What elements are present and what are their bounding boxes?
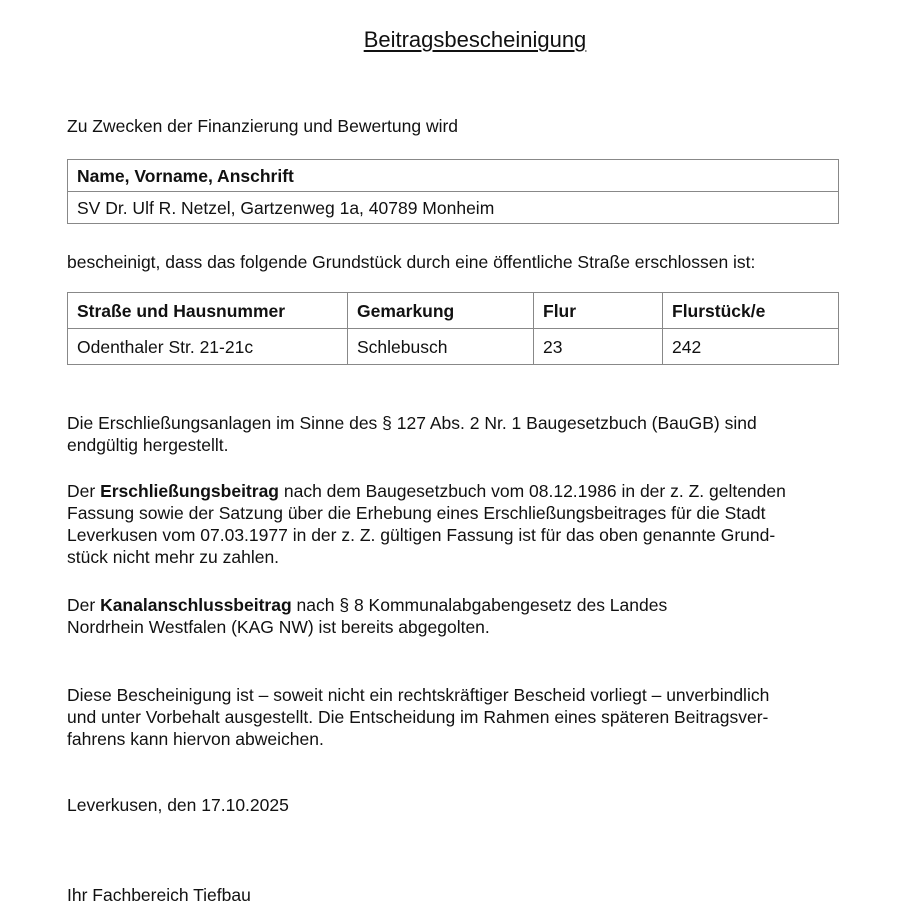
paragraph-erschliessungsbeitrag-line: Leverkusen vom 07.03.1977 in der z. Z. gültigen Fassung ist für das oben genannte Grund- <box>67 525 776 545</box>
para2-line1-rest: nach dem Baugesetzbuch vom 08.12.1986 in der z. Z. geltenden <box>279 481 786 501</box>
kanalanschlussbeitrag-term: Kanalanschlussbeitrag <box>100 595 292 615</box>
parcel-header-row <box>68 293 839 329</box>
cell-street: Odenthaler Str. 21-21c <box>68 329 348 365</box>
paragraph-kanalanschlussbeitrag-line: Nordrhein Westfalen (KAG NW) ist bereits abgegolten. <box>67 617 490 637</box>
header-flur: Flur <box>534 293 663 329</box>
paragraph-vorbehalt <box>67 684 769 750</box>
header-gemarkung: Gemarkung <box>348 293 534 329</box>
cell-flur: 23 <box>534 329 663 365</box>
paragraph-kanalanschlussbeitrag <box>67 594 667 638</box>
erschliessungsbeitrag-term: Erschließungsbeitrag <box>100 481 279 501</box>
header-flurstueck: Flurstück/e <box>663 293 839 329</box>
place-date: Leverkusen, den 17.10.2025 <box>67 795 289 815</box>
signature: Ihr Fachbereich Tiefbau <box>67 885 251 905</box>
paragraph-vorbehalt-line: Diese Bescheinigung ist – soweit nicht ein rechtskräftiger Bescheid vorliegt – unverbindlich <box>67 685 770 705</box>
parcel-table <box>67 292 839 365</box>
owner-value-cell: SV Dr. Ulf R. Netzel, Gartzenweg 1a, 40789 Monheim <box>68 192 839 224</box>
paragraph-erschliessungsbeitrag-line: Fassung sowie der Satzung über die Erhebung eines Erschließungsbeitrages für die Stadt <box>67 503 766 523</box>
intro-text: Zu Zwecken der Finanzierung und Bewertung wird <box>67 116 459 136</box>
paragraph-anlagen-line: endgültig hergestellt. <box>67 435 229 455</box>
statement-text: bescheinigt, dass das folgende Grundstück durch eine öffentliche Straße erschlossen ist: <box>67 252 756 272</box>
document-title: Beitragsbescheinigung <box>363 27 587 52</box>
paragraph-anlagen-line: Die Erschließungsanlagen im Sinne des § 127 Abs. 2 Nr. 1 Baugesetzbuch (BauGB) sind <box>67 413 757 433</box>
paragraph-erschliessungsbeitrag-line: stück nicht mehr zu zahlen. <box>67 547 280 567</box>
cell-flurstueck: 242 <box>663 329 839 365</box>
cell-gemarkung: Schlebusch <box>348 329 534 365</box>
owner-header-label: Name, Vorname, Anschrift <box>77 165 294 186</box>
parcel-data-row <box>68 329 839 365</box>
paragraph-vorbehalt-line: fahrens kann hiervon abweichen. <box>67 729 324 749</box>
paragraph-erschliessungsbeitrag <box>67 480 786 568</box>
paragraph-erschliessungsbeitrag-line <box>67 480 786 502</box>
paragraph-kanalanschlussbeitrag-line <box>67 594 667 616</box>
para3-prefix: Der <box>67 595 101 615</box>
para2-prefix: Der <box>67 481 101 501</box>
owner-header-cell <box>68 160 839 192</box>
header-street: Straße und Hausnummer <box>68 293 348 329</box>
paragraph-vorbehalt-line: und unter Vorbehalt ausgestellt. Die Entscheidung im Rahmen eines späteren Beitragsver- <box>67 707 769 727</box>
para3-line1-rest: nach § 8 Kommunalabgabengesetz des Landes <box>291 595 668 615</box>
owner-table <box>67 159 839 224</box>
paragraph-anlagen <box>67 412 757 456</box>
